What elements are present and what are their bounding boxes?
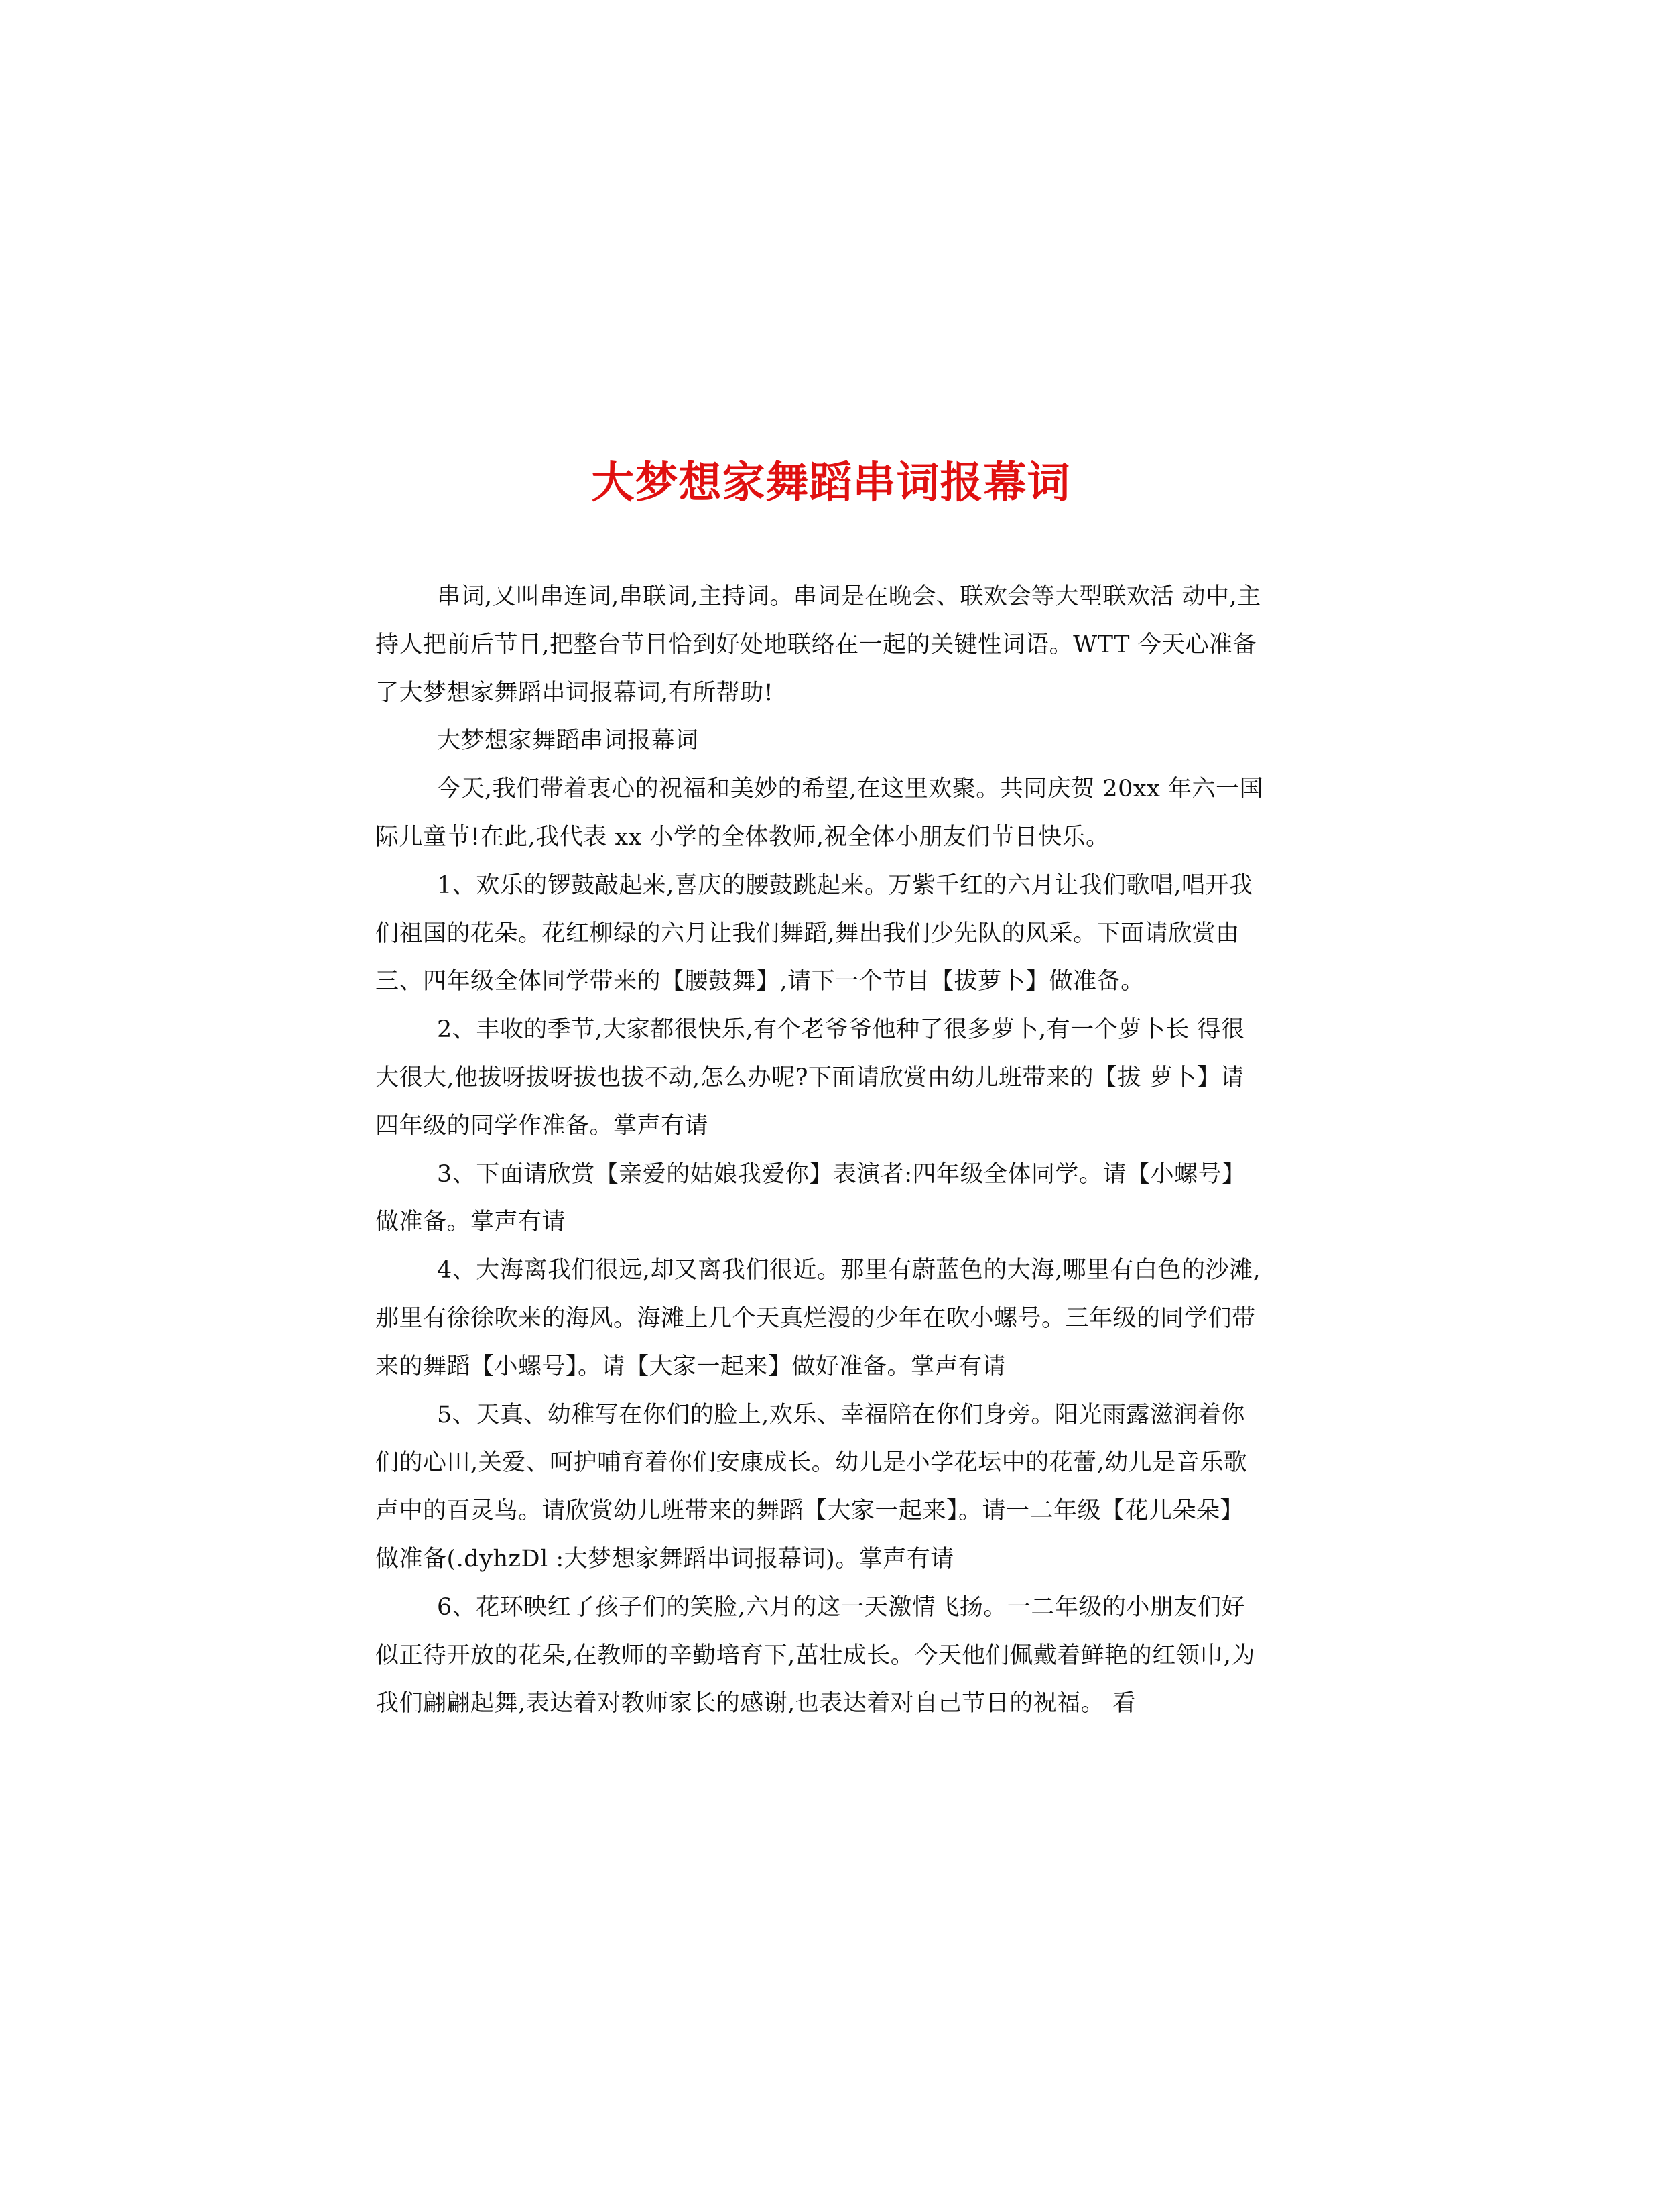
program-paragraph-2: 2、丰收的季节,大家都很快乐,有个老爷爷他种了很多萝卜,有一个萝卜长 得很大很大,他拔呀拔呀拔也拔不动,怎么办呢?下面请欣赏由幼儿班带来的【拔 萝卜】请四年级的同学作准备。掌声有请: [375, 1016, 1245, 1140]
program-paragraph-5: 5、天真、幼稚写在你们的脸上,欢乐、幸福陪在你们身旁。阳光雨露滋润着你们的心田,关爱、呵护哺育着你们安康成长。幼儿是小学花坛中的花蕾,幼儿是音乐歌声中的百灵鸟。请欣赏幼儿班带来的舞蹈【大家一起来】。请一二年级【花儿朵朵】做准备(.dyhzDl :大梦想家舞蹈串词报幕词)。掌声有请: [375, 1401, 1248, 1573]
program-paragraph-1: 1、欢乐的锣鼓敲起来,喜庆的腰鼓跳起来。万紫千红的六月让我们歌唱,唱开我们祖国的花朵。花红柳绿的六月让我们舞蹈,舞出我们少先队的风采。下面请欣赏由三、四年级全体同学带来的【腰鼓舞】,请下一个节目【拔萝卜】做准备。: [375, 871, 1253, 995]
intro-paragraph: 串词,又叫串连词,串联词,主持词。串词是在晚会、联欢会等大型联欢活 动中,主持人把前后节目,把整台节目恰到好处地联络在一起的关键性词语。WTT 今天心准备了大梦想家舞蹈串词报幕词,有所帮助!: [375, 583, 1261, 706]
program-paragraph-4: 4、大海离我们很远,却又离我们很近。那里有蔚蓝色的大海,哪里有白色的沙滩,那里有徐徐吹来的海风。海滩上几个天真烂漫的少年在吹小螺号。三年级的同学们带来的舞蹈【小螺号】。请【大家一起来】做好准备。掌声有请: [375, 1257, 1261, 1380]
program-paragraph-6: 6、花环映红了孩子们的笑脸,六月的这一天激情飞扬。一二年级的小朋友们好似正待开放的花朵,在教师的辛勤培育下,茁壮成长。今天他们佩戴着鲜艳的红领巾,为我们翩翩起舞,表达着对教师家长的感谢,也表达着对自己节日的祝福。 看: [375, 1593, 1255, 1717]
program-paragraph-3: 3、下面请欣赏【亲爱的姑娘我爱你】表演者:四年级全体同学。请【小螺号】做准备。掌声有请: [375, 1160, 1246, 1236]
document-title: 大梦想家舞蹈串词报幕词: [591, 458, 1071, 508]
subheading-paragraph: 大梦想家舞蹈串词报幕词: [437, 727, 699, 755]
opening-paragraph: 今天,我们带着衷心的祝福和美妙的希望,在这里欢聚。共同庆贺 20xx 年六一国际儿童节!在此,我代表 xx 小学的全体教师,祝全体小朋友们节日快乐。: [375, 776, 1264, 851]
document-body: [375, 573, 1267, 1728]
